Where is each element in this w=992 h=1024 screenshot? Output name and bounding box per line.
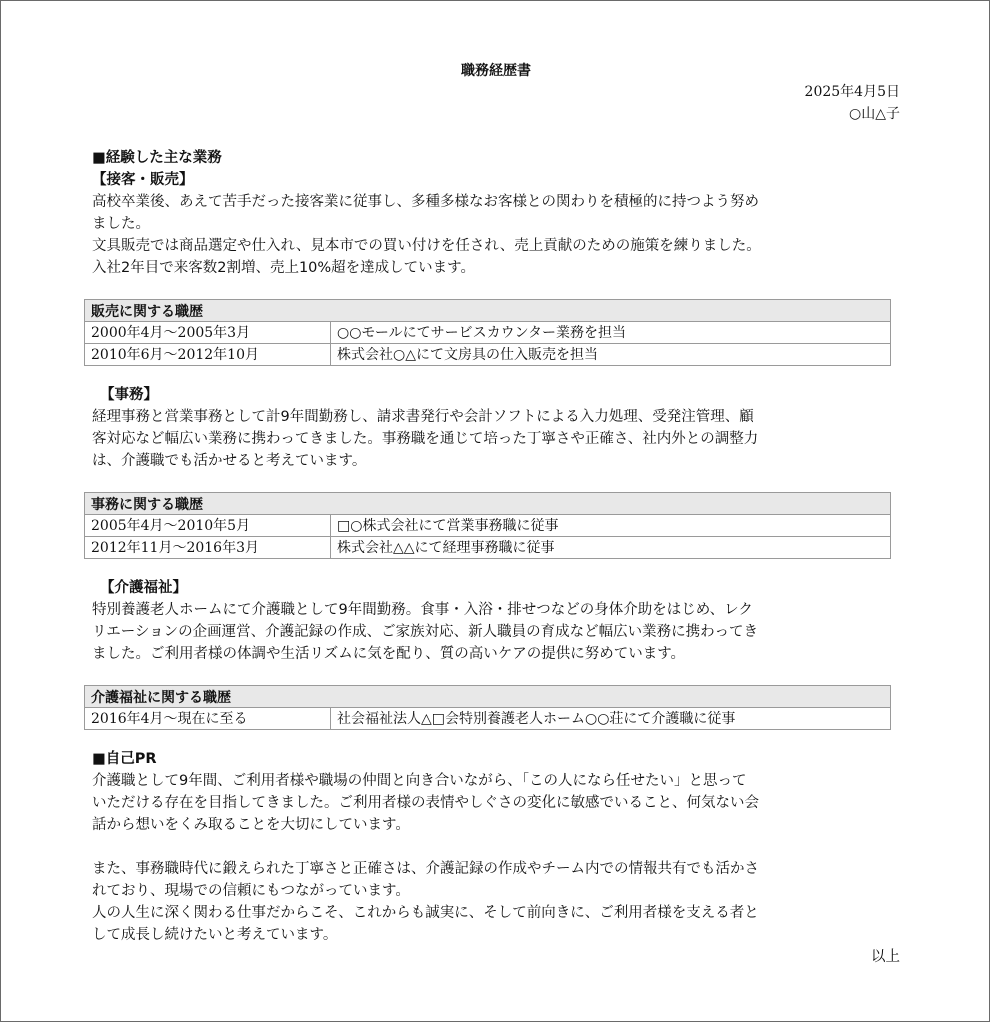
office-heading: 【事務】 — [100, 387, 158, 403]
period-cell: 2005年4月～2010年5月 — [85, 515, 331, 537]
pr-heading: ■自己PR — [92, 751, 157, 767]
sales-heading: 【接客・販売】 — [92, 172, 194, 188]
experience-heading: ■経験した主な業務 — [92, 150, 222, 166]
table-row — [85, 537, 891, 559]
care-line: リエーションの企画運営、介護記録の作成、ご家族対応、新人職員の育成など幅広い業務に携わってき — [92, 624, 758, 640]
detail-cell: 社会福祉法人△□会特別養護老人ホーム○○荘にて介護職に従事 — [331, 708, 891, 730]
table-row — [85, 708, 891, 730]
author-name: ○山△子 — [849, 106, 900, 122]
detail-cell: □○株式会社にて営業事務職に従事 — [331, 515, 891, 537]
office-history-table — [84, 492, 891, 559]
care-line: ました。ご利用者様の体調や生活リズムに気を配り、質の高いケアの提供に努めています。 — [92, 646, 686, 662]
detail-cell: ○○モールにてサービスカウンター業務を担当 — [331, 322, 891, 344]
detail-cell: 株式会社△△にて経理事務職に従事 — [331, 537, 891, 559]
care-table-header: 介護福祉に関する職歴 — [85, 686, 891, 708]
pr-line: して成長し続けたいと考えています。 — [92, 927, 338, 943]
sales-line: ました。 — [92, 216, 150, 232]
sales-table-header: 販売に関する職歴 — [85, 300, 891, 322]
pr-line: いただける存在を目指してきました。ご利用者様の表情やしぐさの変化に敏感でいること、何気ない会 — [92, 795, 759, 811]
table-header-row — [85, 686, 891, 708]
pr-line: 介護職として9年間、ご利用者様や職場の仲間と向き合いながら、「この人になら任せたい」と思って — [92, 773, 747, 789]
table-header-row — [85, 493, 891, 515]
sales-line: 文具販売では商品選定や仕入れ、見本市での買い付けを任され、売上貢献のための施策を練りました。 — [92, 238, 761, 254]
period-cell: 2016年4月～現在に至る — [85, 708, 331, 730]
pr-line: 話から想いをくみ取ることを大切にしています。 — [92, 817, 410, 833]
table-row — [85, 322, 891, 344]
document-title: 職務経歴書 — [461, 63, 531, 79]
pr-line: れており、現場での信頼にもつながっています。 — [92, 883, 410, 899]
closing-text: 以上 — [871, 949, 900, 965]
detail-cell: 株式会社○△にて文房具の仕入販売を担当 — [331, 344, 891, 366]
office-line: 客対応など幅広い業務に携わってきました。事務職を通じて培った丁寧さや正確さ、社内外との調整力 — [92, 431, 759, 447]
period-cell: 2012年11月～2016年3月 — [85, 537, 331, 559]
office-line: 経理事務と営業事務として計9年間勤務し、請求書発行や会計ソフトによる入力処理、受発注管理、顧 — [92, 409, 754, 425]
sales-history-table — [84, 299, 891, 366]
care-heading: 【介護福祉】 — [100, 580, 187, 596]
office-table-header: 事務に関する職歴 — [85, 493, 891, 515]
office-line: は、介護職でも活かせると考えています。 — [92, 453, 367, 469]
table-header-row — [85, 300, 891, 322]
pr-line: また、事務職時代に鍛えられた丁寧さと正確さは、介護記録の作成やチーム内での情報共有でも活かさ — [92, 861, 759, 877]
document-content — [92, 61, 900, 968]
table-row — [85, 515, 891, 537]
table-row — [85, 344, 891, 366]
pr-line: 人の人生に深く関わる仕事だからこそ、これからも誠実に、そして前向きに、ご利用者様を支える者と — [92, 905, 759, 921]
care-line: 特別養護老人ホームにて介護職として9年間勤務。食事・入浴・排せつなどの身体介助をはじめ、レク — [92, 602, 753, 618]
period-cell: 2010年6月～2012年10月 — [85, 344, 331, 366]
sales-line: 入社2年目で来客数2割増、売上10%超を達成しています。 — [92, 260, 476, 276]
care-history-table — [84, 685, 891, 730]
period-cell: 2000年4月～2005年3月 — [85, 322, 331, 344]
document-date: 2025年4月5日 — [804, 84, 900, 100]
sales-line: 高校卒業後、あえて苦手だった接客業に従事し、多種多様なお客様との関わりを積極的に持つよう努め — [92, 194, 759, 210]
